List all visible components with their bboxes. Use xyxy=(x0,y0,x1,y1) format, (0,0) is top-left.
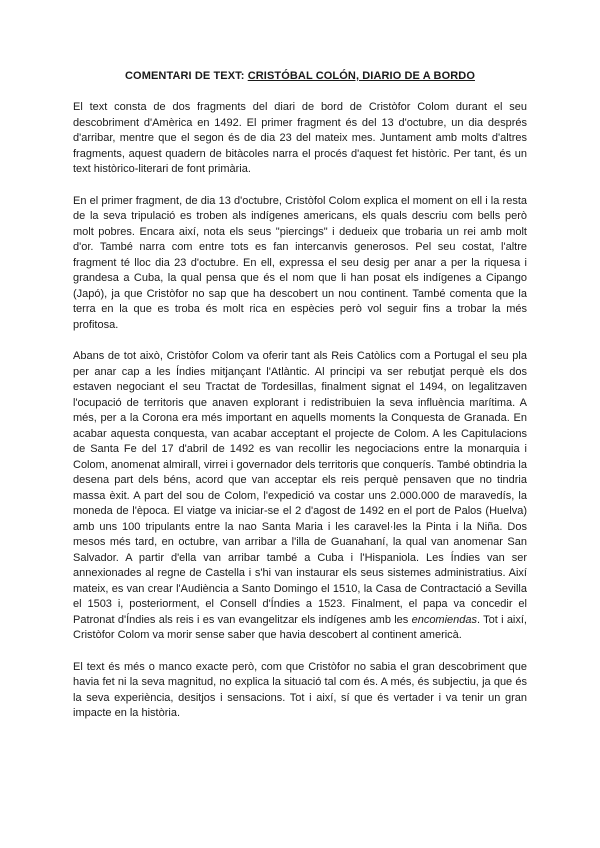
title-prefix: COMENTARI DE TEXT: xyxy=(125,70,248,82)
document-title xyxy=(73,70,527,82)
paragraph-introduction: El text consta de dos fragments del diari de bord de Cristòfor Colom durant el seu descobriment d'Amèrica en 1492. El primer fragment és del 13 d'octubre, un dia després d'arribar, mentre que el segon és de dia 23 del mateix mes. Juntament amb molts d'altres fragments, aquest quadern de bitàcoles narra el procés d'aquest fet històric. Per tant, és un text històrico-literari de font primària. xyxy=(73,101,527,175)
document-page xyxy=(73,70,527,738)
paragraph-context xyxy=(73,349,527,644)
paragraph-summary: En el primer fragment, de dia 13 d'octubre, Cristòfol Colom explica el moment on ell i la resta de la seva tripulació es troben als indígenes americans, els quals descriu com bells però molt pobres. Encara així, nota els seus "piercings" i dedueix que trobaria un rei amb molt d'or. També narra com entre tots es fan intercanvis generosos. Pel seu costat, l'altre fragment té lloc dia 23 d'octubre. En ell, expressa el seu desig per anar a per la riquesa i grandesa a Cuba, la qual pensa que és el nom que li han posat els indígenes a Cipango (Japó), ja que Cristòfor no sap que ha descobert un nou continent. També comenta que la terra en la que es troba és molt rica en espècies però vol seguir fins a trobar la més profitosa. xyxy=(73,194,527,331)
title-work: CRISTÓBAL COLÓN, DIARIO DE A BORDO xyxy=(247,70,475,82)
paragraph-conclusion: El text és més o manco exacte però, com que Cristòfor no sabia el gran descobriment que havia fet ni la seva magnitud, no explica la situació tal com és. A més, és subjectiu, ja que és la seva experiència, desitjos i sensacions. Tot i així, sí que és vertader i va tenir un gran impacte en la història. xyxy=(73,660,527,719)
context-text: Abans de tot això, Cristòfor Colom va oferir tant als Reis Catòlics com a Portugal el seu pla per anar cap a les Índies mitjançant l'Atlàntic. Al principi va ser rebutjat perquè els dos estaven negociant el seu Tractat de Tordesillas, finalment signat el 1494, on legalitzaven l'ocupació de territoris que anaven explorant i redistribuien la seva influència marítima. A més, per a la Corona era més important en aquells moments la Conquesta de Granada. En acabar aquesta conquesta, van acabar acceptant el projecte de Colom. A les Capitulacions de Santa Fe del 17 d'abril de 1492 es van recollir les negociacions entre la monarquia i Colom, anomenat almirall, virrei i governador dels territoris que conquerís. També obtindria la desena part dels béns, acord que van acceptar els reis perquè pensaven que no tindria massa èxit. A part del sou de Colom, l'expedició va costar uns 2.000.000 de maravedís, la moneda de l'època. El viatge va iniciar-se el 2 d'agost de 1492 en el port de Palos (Huelva) amb uns 100 tripulants entre la nao Santa Maria i les caravel·les la Pinta i la Niña. Dos mesos més tard, en octubre, van arribar a l'illa de Guanahaní, la qual van anomenar San Salvador. A partir d'ella van arribar també a Cuba i l'Hispaniola. Les Índies van ser annexionades al regne de Castella i s'hi van instaurar els seus sistemes administratius. Així mateix, es van crear l'Audiència a Santo Domingo el 1510, la Casa de Contractació a Sevilla el 1503 i, posteriorment, el Consell d'Índies a 1523. Finalment, el papa va concedir el Patronat d'Índies als reis i es van evangelitzar els indígenes amb les xyxy=(73,350,527,626)
context-italic-term: encomiendas xyxy=(411,613,478,626)
context-text-end: . Tot i així, Cristòfor Colom va morir sense saber que havia descobert al continent americà. xyxy=(73,613,527,641)
